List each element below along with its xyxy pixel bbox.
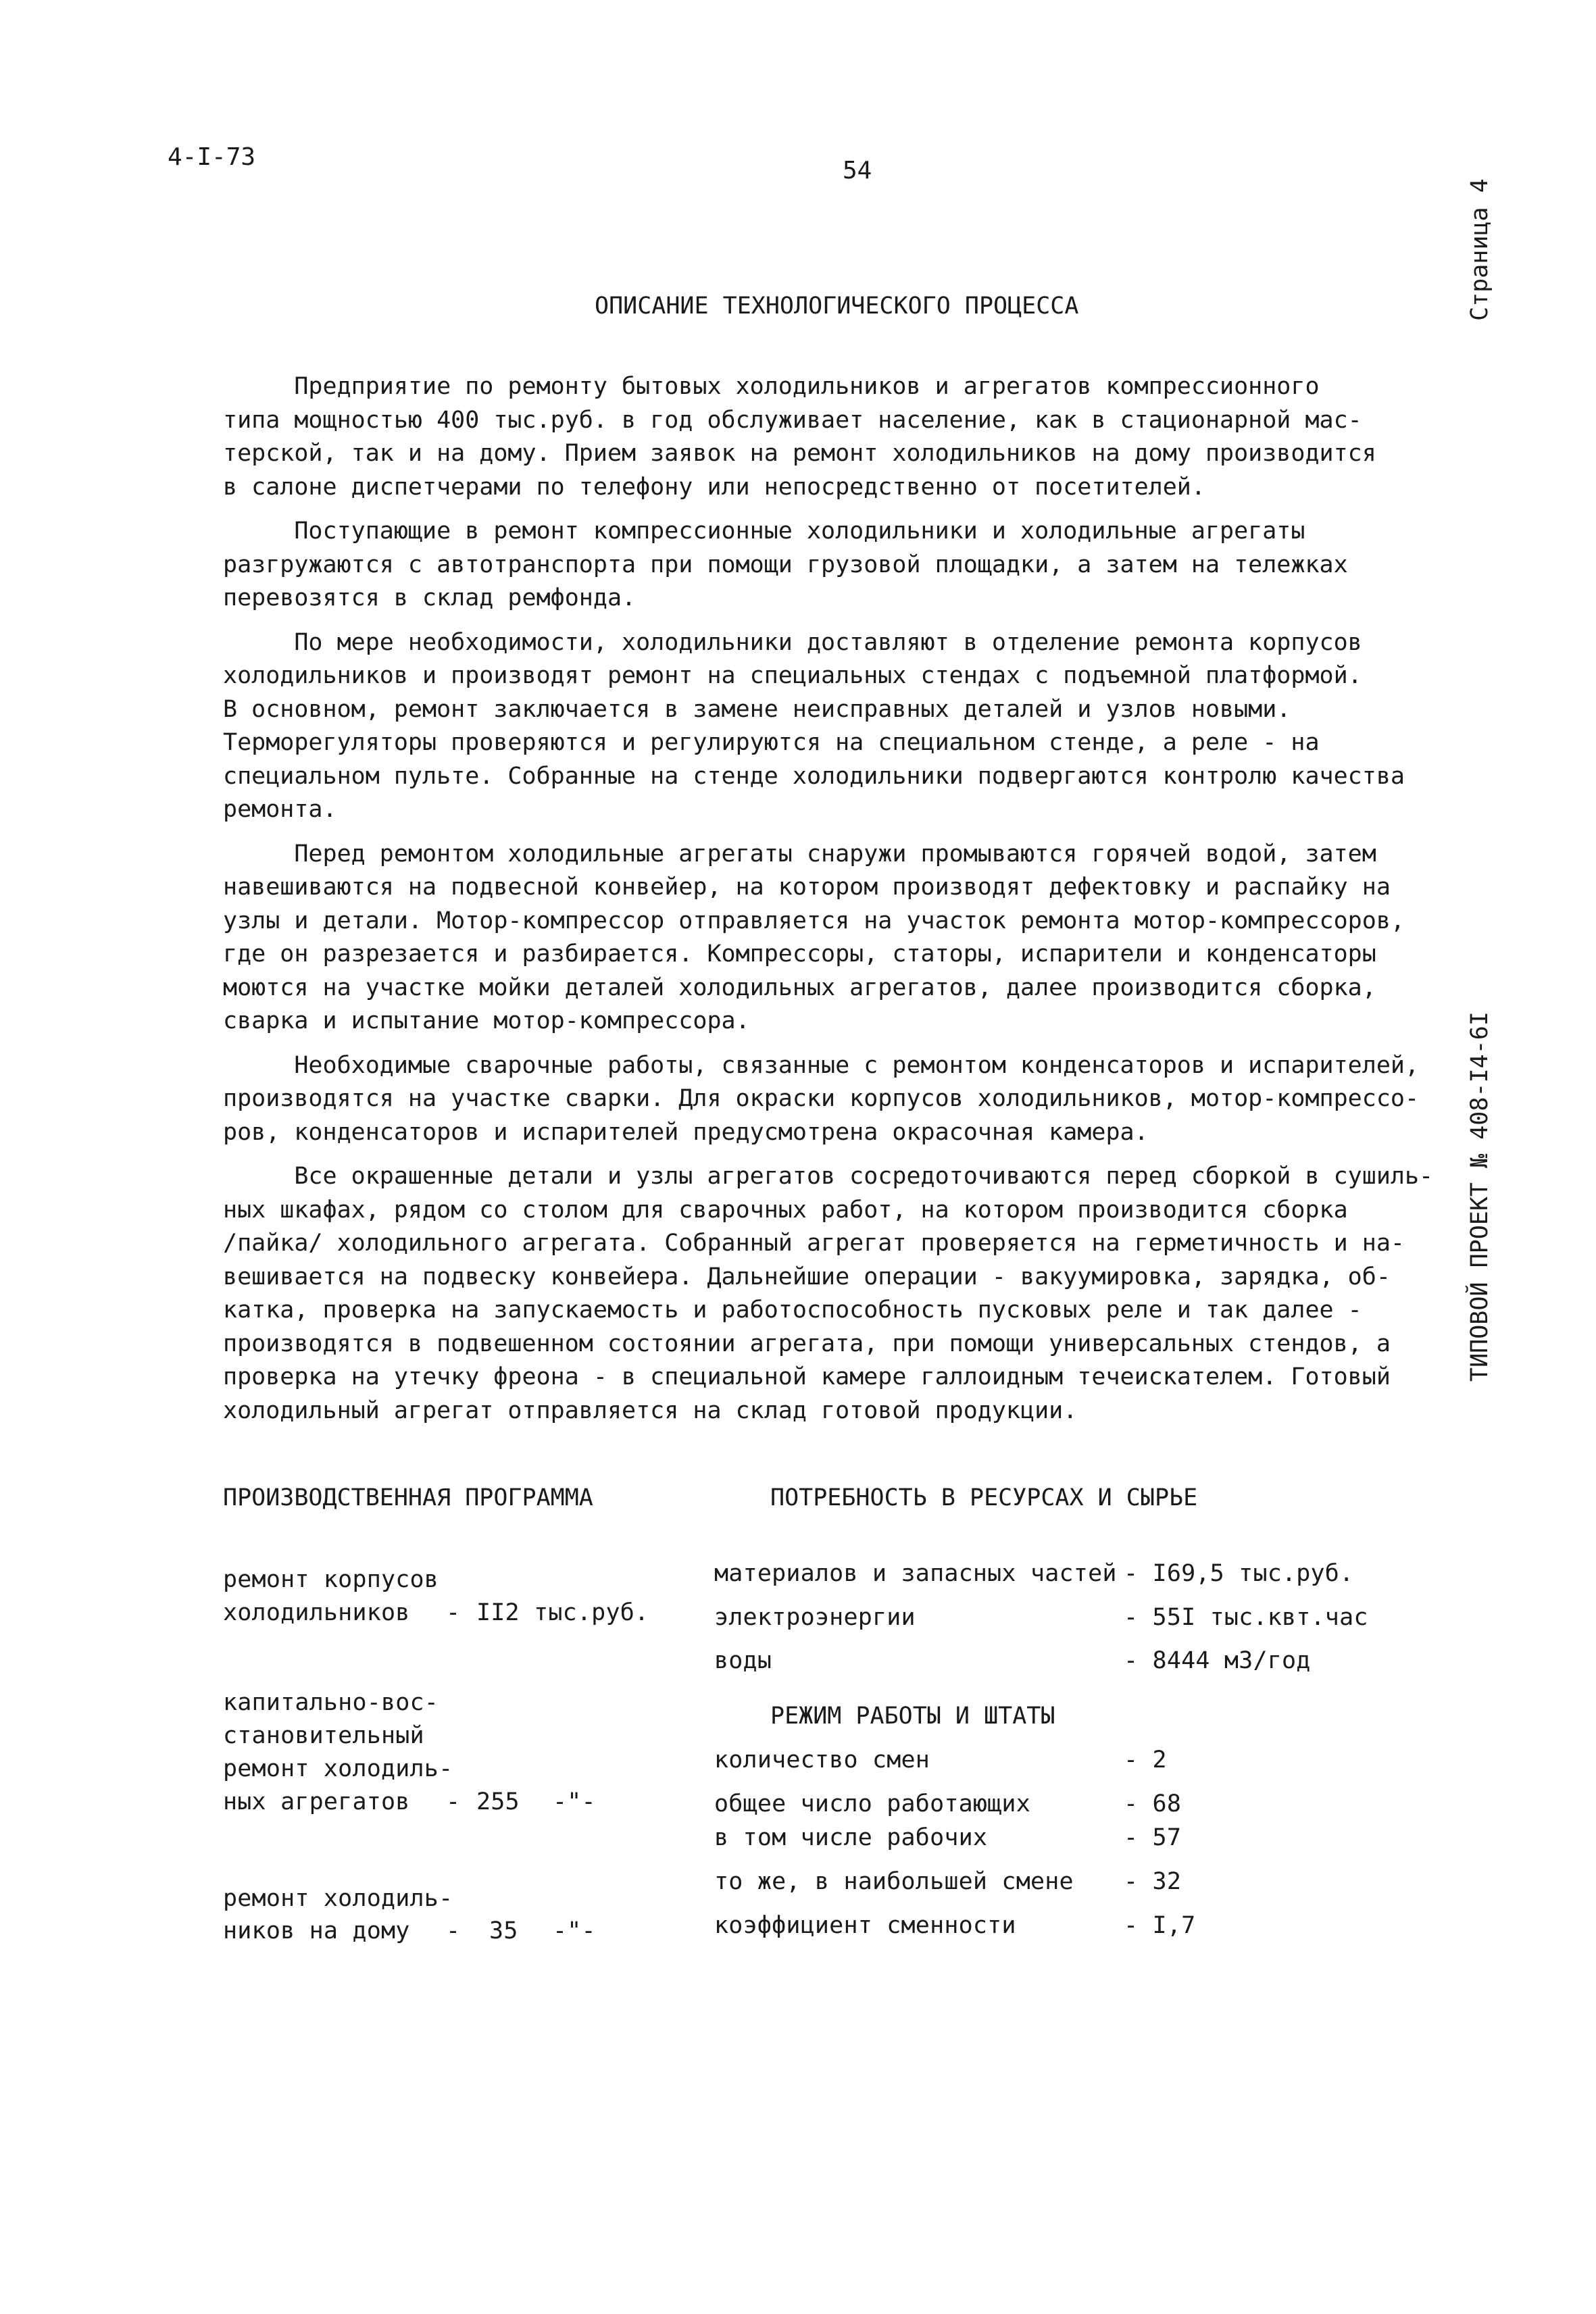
text-line: Предприятие по ремонту бытовых холодильников и агрегатов компрессионного — [223, 373, 1320, 400]
text-line: вешивается на подвеску конвейера. Дальнейшие операции - вакуумировка, зарядка, об- — [223, 1263, 1391, 1290]
text-line: производятся на участке сварки. Для окраски корпусов холодильников, мотор-компрессо- — [223, 1085, 1420, 1112]
staff-name: коэффициент сменности — [714, 1912, 1016, 1939]
document-code: 4-I-73 — [168, 143, 256, 171]
text-line: типа мощностью 400 тыс.руб. в год обслуживает население, как в стационарной мас- — [223, 406, 1362, 434]
text-line: Все окрашенные детали и узлы агрегатов сосредоточиваются перед сборкой в сушиль- — [223, 1163, 1434, 1190]
text-line: Необходимые сварочные работы, связанные с ремонтом конденсаторов и испарителей, — [223, 1051, 1420, 1079]
staff-name: то же, в наибольшей смене — [714, 1868, 1074, 1895]
program-item-ditto: -"- — [553, 1788, 596, 1815]
resources-heading: ПОТРЕБНОСТЬ В РЕСУРСАХ И СЫРЬЕ — [770, 1484, 1198, 1511]
paragraph — [223, 370, 1385, 504]
program-item-value: 255 — [476, 1788, 520, 1815]
text-line: холодильников и производят ремонт на специальных стендах с подъемной платформой. — [223, 662, 1362, 689]
program-heading: ПРОИЗВОДСТВЕННАЯ ПРОГРАММА — [223, 1484, 593, 1511]
staff-value: - I,7 — [1124, 1912, 1196, 1939]
text-line: По мере необходимости, холодильники доставляют в отделение ремонта корпусов — [223, 628, 1362, 656]
text-line: Поступающие в ремонт компрессионные холодильники и холодильные агрегаты — [223, 518, 1305, 545]
side-page-label: Страница 4 — [1466, 178, 1493, 321]
staff-value: - 57 — [1124, 1824, 1182, 1851]
resource-name: воды — [714, 1647, 772, 1674]
resource-value: - 55I тыс.квт.час — [1124, 1604, 1368, 1631]
program-item-name: ных агрегатов — [223, 1788, 410, 1815]
program-item-name: ремонт холодиль- — [223, 1885, 453, 1912]
text-line: перевозятся в склад ремфонда. — [223, 584, 637, 611]
program-item-name: ремонт холодиль- — [223, 1755, 453, 1782]
side-project-label: ТИПОВОЙ ПРОЕКТ № 408-I4-6I — [1466, 1011, 1493, 1382]
staff-name: количество смен — [714, 1746, 930, 1774]
program-item-name: холодильников — [223, 1599, 410, 1626]
program-item-name: становительный — [223, 1722, 424, 1749]
staff-value: - 32 — [1124, 1868, 1182, 1895]
staff-value: - 2 — [1124, 1746, 1167, 1774]
program-item-dash: - — [446, 1599, 461, 1626]
text-line: специальном пульте. Собранные на стенде холодильники подвергаются контролю качества — [223, 762, 1405, 790]
paragraph — [223, 626, 1405, 827]
text-line: холодильный агрегат отправляется на склад готовой продукции. — [223, 1397, 1078, 1424]
program-item-value: II2 тыс.руб. — [476, 1599, 649, 1626]
program-item-dash: - — [446, 1788, 461, 1815]
text-line: /пайка/ холодильного агрегата. Собранный агрегат проверяется на герметичность и на- — [223, 1230, 1405, 1257]
page-number: 54 — [843, 157, 872, 184]
process-description — [223, 370, 1434, 1438]
resource-name: электроэнергии — [714, 1604, 916, 1631]
paragraph — [223, 1049, 1420, 1150]
program-item-name: ремонт корпусов — [223, 1566, 439, 1593]
text-line: терской, так и на дому. Прием заявок на ремонт холодильников на дому производится — [223, 440, 1376, 467]
text-line: ремонта. — [223, 796, 337, 823]
staff-value: - 68 — [1124, 1790, 1182, 1817]
text-line: разгружаются с автотранспорта при помощи грузовой площадки, а затем на тележках — [223, 551, 1348, 578]
program-item-name: капитально-вос- — [223, 1689, 439, 1716]
text-line: моются на участке мойки деталей холодильных агрегатов, далее производится сборка, — [223, 974, 1376, 1001]
text-line: в салоне диспетчерами по телефону или непосредственно от посетителей. — [223, 473, 1205, 501]
section-title: ОПИСАНИЕ ТЕХНОЛОГИЧЕСКОГО ПРОЦЕССА — [595, 293, 1079, 320]
text-line: проверка на утечку фреона - в специальной камере галлоидным течеискателем. Готовый — [223, 1363, 1391, 1390]
text-line: производятся в подвешенном состоянии агрегата, при помощи универсальных стендов, а — [223, 1330, 1391, 1357]
text-line: Терморегуляторы проверяются и регулируются на специальном стенде, а реле - на — [223, 729, 1320, 756]
paragraph — [223, 515, 1385, 615]
resource-value: - 8444 м3/год — [1124, 1647, 1311, 1674]
program-item-value: 35 — [489, 1917, 518, 1944]
text-line: Перед ремонтом холодильные агрегаты снаружи промываются горячей водой, затем — [223, 840, 1376, 867]
text-line: В основном, ремонт заключается в замене неисправных деталей и узлов новыми. — [223, 695, 1291, 723]
text-line: катка, проверка на запускаемость и работоспособность пусковых реле и так далее - — [223, 1297, 1362, 1324]
program-item-name: ников на дому — [223, 1917, 410, 1944]
text-line: ных шкафах, рядом со столом для сварочных работ, на котором производится сборка — [223, 1196, 1348, 1224]
text-line: узлы и детали. Мотор-компрессор отправляется на участок ремонта мотор-компрессоров, — [223, 907, 1405, 934]
paragraph — [223, 1160, 1434, 1428]
program-item-ditto: -"- — [553, 1917, 596, 1944]
paragraph — [223, 838, 1405, 1038]
text-line: где он разрезается и разбирается. Компрессоры, статоры, испарители и конденсаторы — [223, 940, 1376, 967]
staff-name: общее число работающих — [714, 1790, 1030, 1817]
staff-name: в том числе рабочих — [714, 1824, 988, 1851]
resource-value: - I69,5 тыс.руб. — [1124, 1560, 1354, 1587]
text-line: сварка и испытание мотор-компрессора. — [223, 1007, 750, 1034]
text-line: ров, конденсаторов и испарителей предусмотрена окрасочная камера. — [223, 1118, 1149, 1146]
staff-heading: РЕЖИМ РАБОТЫ И ШТАТЫ — [770, 1703, 1055, 1730]
text-line: навешиваются на подвесной конвейер, на котором производят дефектовку и распайку на — [223, 874, 1391, 901]
resource-name: материалов и запасных частей — [714, 1560, 1117, 1587]
program-item-dash: - — [446, 1917, 461, 1944]
